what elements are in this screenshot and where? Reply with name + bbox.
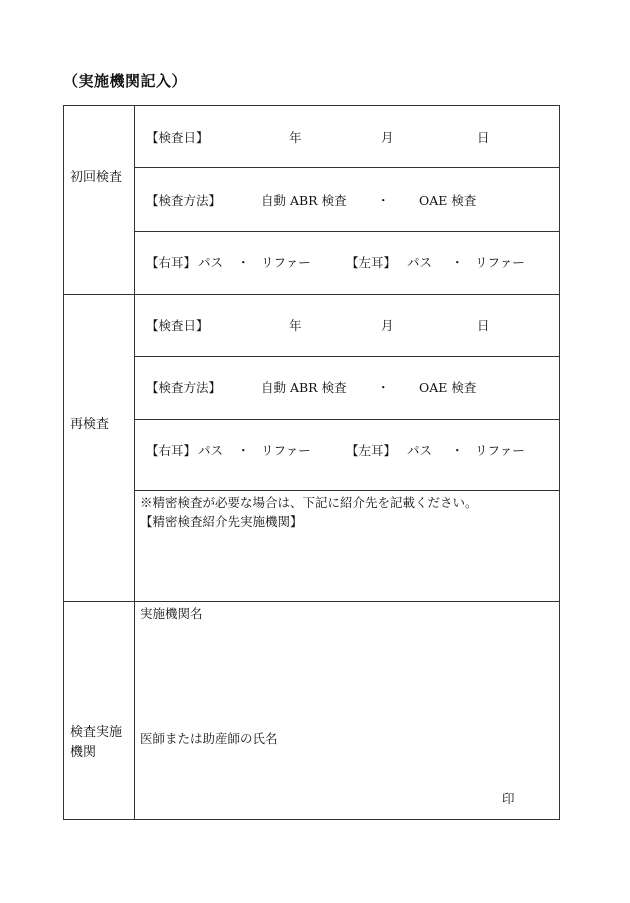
exam-record-form xyxy=(63,105,560,820)
initial-section-label: 初回検査 xyxy=(70,170,123,185)
initial-left-ear-label: 【左耳】 xyxy=(346,255,397,270)
initial-year: 年 xyxy=(289,130,302,145)
recheck-method-oae: OAE 検査 xyxy=(419,380,477,395)
institution-section-label-1: 検査実施 xyxy=(70,725,123,740)
initial-left-dot: ・ xyxy=(451,255,464,270)
recheck-method-dot: ・ xyxy=(377,380,390,395)
initial-method-abr: 自動 ABR 検査 xyxy=(261,193,347,208)
row-divider xyxy=(134,490,560,491)
row-divider xyxy=(134,167,560,168)
row-divider xyxy=(134,231,560,232)
initial-date-label: 【検査日】 xyxy=(146,130,209,145)
recheck-date-label: 【検査日】 xyxy=(146,318,209,333)
initial-day: 日 xyxy=(477,130,490,145)
section-divider xyxy=(64,294,560,295)
initial-right-ear-label: 【右耳】 xyxy=(146,255,197,270)
initial-right-pass: パス xyxy=(198,255,224,270)
initial-month: 月 xyxy=(381,130,394,145)
row-divider xyxy=(134,419,560,420)
recheck-left-pass: パス xyxy=(407,443,433,458)
recheck-year: 年 xyxy=(289,318,302,333)
form-title: （実施機関記入） xyxy=(63,72,188,90)
seal-mark: 印 xyxy=(502,791,515,806)
recheck-method-abr: 自動 ABR 検査 xyxy=(261,380,347,395)
institution-section-label-2: 機関 xyxy=(70,745,97,760)
recheck-day: 日 xyxy=(477,318,490,333)
recheck-right-ear-label: 【右耳】 xyxy=(146,443,197,458)
referral-note: ※精密検査が必要な場合は、下記に紹介先を記載ください。 xyxy=(140,495,478,510)
column-divider xyxy=(134,106,135,819)
initial-method-label: 【検査方法】 xyxy=(146,193,222,208)
recheck-left-refer: リファー xyxy=(475,443,525,458)
recheck-right-pass: パス xyxy=(198,443,224,458)
doctor-name-label: 医師または助産師の氏名 xyxy=(140,731,278,746)
initial-method-oae: OAE 検査 xyxy=(419,193,477,208)
section-divider xyxy=(64,601,560,602)
recheck-right-refer: リファー xyxy=(261,443,311,458)
initial-method-dot: ・ xyxy=(377,193,390,208)
recheck-right-dot: ・ xyxy=(237,443,250,458)
institution-name-label: 実施機関名 xyxy=(140,606,203,621)
initial-left-pass: パス xyxy=(407,255,433,270)
recheck-month: 月 xyxy=(381,318,394,333)
recheck-method-label: 【検査方法】 xyxy=(146,380,222,395)
initial-right-refer: リファー xyxy=(261,255,311,270)
recheck-section-label: 再検査 xyxy=(70,417,110,432)
row-divider xyxy=(134,356,560,357)
recheck-left-dot: ・ xyxy=(451,443,464,458)
initial-right-dot: ・ xyxy=(237,255,250,270)
referral-label: 【精密検査紹介先実施機関】 xyxy=(140,514,303,529)
initial-left-refer: リファー xyxy=(475,255,525,270)
recheck-left-ear-label: 【左耳】 xyxy=(346,443,397,458)
